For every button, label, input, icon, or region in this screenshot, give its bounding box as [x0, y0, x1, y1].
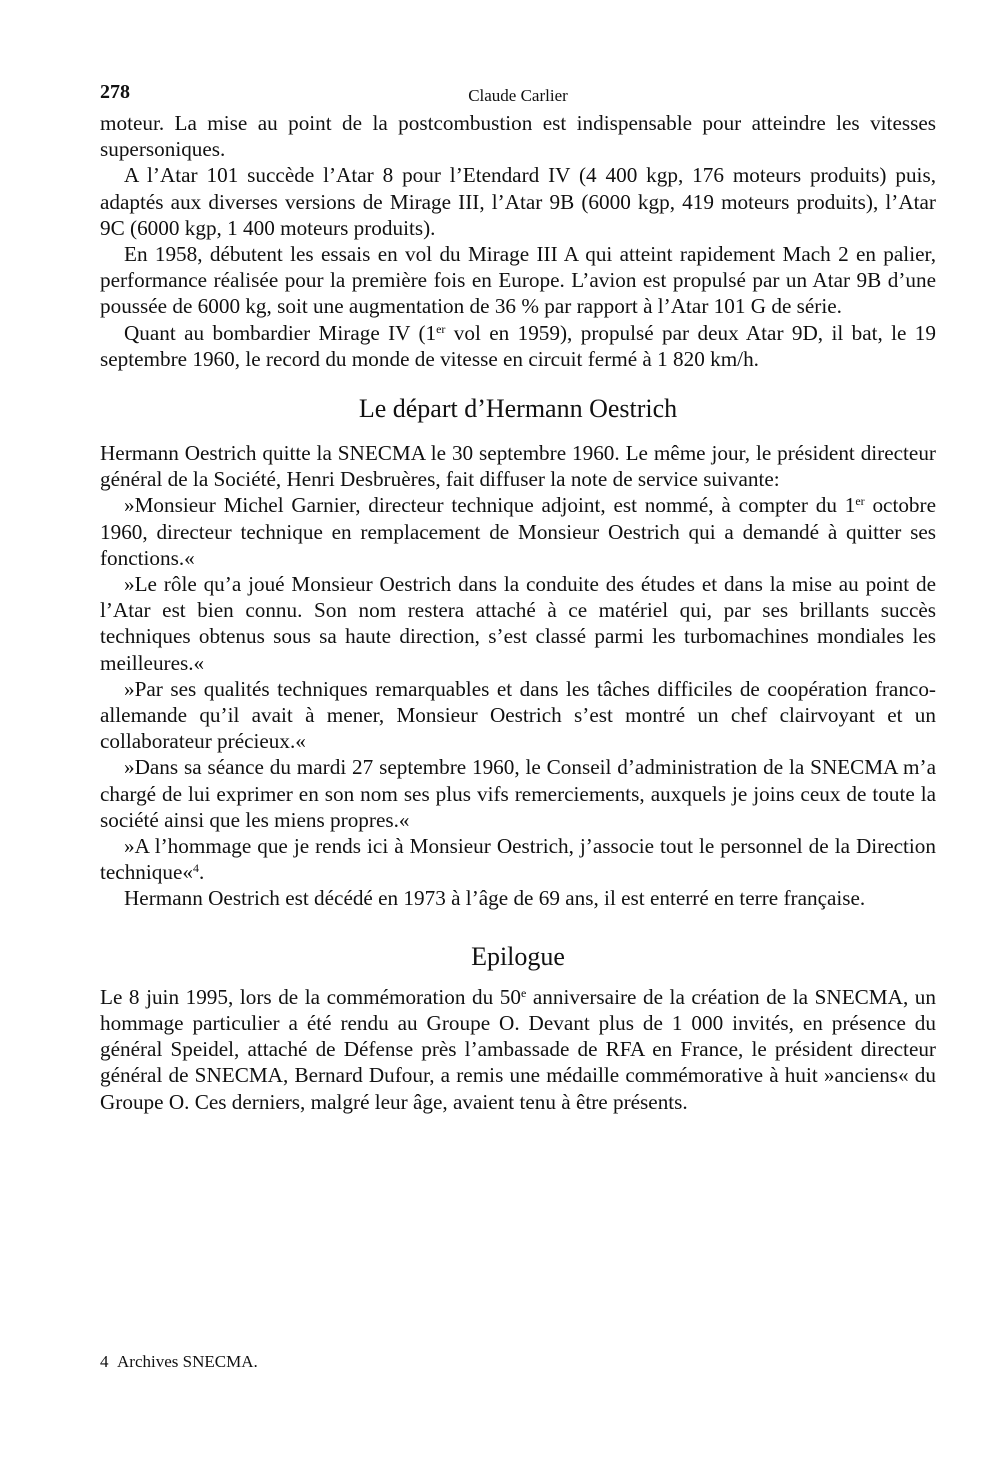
footnote [100, 1351, 258, 1373]
body-text [100, 110, 936, 1115]
quote-paragraph: »Dans sa séance du mardi 27 septembre 1960, le Conseil d’administration de la SNECMA m’a chargé de lui exprimer en son nom ses plus vifs remerciements, auxquels je joins ceux de toute la société ainsi que les miens propres.« [100, 755, 936, 832]
page-header [100, 76, 936, 110]
page-number: 278 [100, 81, 130, 103]
footnote-number: 4 [100, 1352, 109, 1371]
paragraph-epilogue [100, 984, 936, 1115]
paragraph: En 1958, débutent les essais en vol du Mirage III A qui atteint rapidement Mach 2 en palier, performance réalisée pour la première fois en Europe. L’avion est propulsé par un Atar 9B d’une poussée de 6000 kg, soit une augmentation de 36 % par rapport à l’Atar 101 G de série. [100, 242, 936, 319]
quote-paragraph [100, 833, 936, 885]
text-run: »Monsieur Michel Garnier, directeur technique adjoint, est nommé, à compter du 1 [124, 493, 856, 518]
text-run: »A l’hommage que je rends ici à Monsieur Oestrich, j’associe tout le personnel de la Direction technique« [100, 834, 936, 885]
superscript: er [436, 321, 446, 336]
text-run: Quant au bombardier Mirage IV (1 [124, 320, 437, 345]
text-run: octobre 1960, directeur technique en remplacement de Monsieur Oestrich qui a demandé à quitter ses fonctions.« [100, 493, 936, 570]
paragraph: Hermann Oestrich quitte la SNECMA le 30 septembre 1960. Le même jour, le président directeur général de la Société, Henri Desbruères, fait diffuser la note de service suivante: [100, 441, 936, 492]
page [100, 76, 936, 1115]
footnote-ref: 4 [192, 861, 199, 876]
section-heading: Le départ d’Hermann Oestrich [358, 394, 678, 424]
paragraph: moteur. La mise au point de la postcombustion est indispensable pour atteindre les vitesses supersoniques. [100, 111, 936, 162]
section-heading: Epilogue [471, 941, 565, 971]
text-run: anniversaire de la création de la SNECMA, un hommage particulier a été rendu au Groupe O. Devant plus de 1 000 invités, en présence du général Speidel, attaché de Défense près l’ambassade de RFA en France, le président directeur général de SNECMA, Bernard Dufour, a remis une médaille commémorative à huit »anciens« du Groupe O. Ces derniers, malgré leur âge, avaient tenu à être présents. [100, 984, 936, 1114]
superscript: er [855, 494, 865, 509]
quote-paragraph: »Le rôle qu’a joué Monsieur Oestrich dans la conduite des études et dans la mise au point de l’Atar est bien connu. Son nom restera attaché à ce matériel qui, par ses brillants succès techniques obtenus sous sa haute direction, s’est classé parmi les turbomachines mondiales les meilleures.« [100, 572, 936, 675]
quote-paragraph [100, 492, 936, 571]
paragraph: A l’Atar 101 succède l’Atar 8 pour l’Etendard IV (4 400 kgp, 176 moteurs produits) puis, adaptés aux diverses versions de Mirage III, l’Atar 9B (6000 kgp, 419 moteurs produits), l’Atar 9C (6000 kgp, 1 400 moteurs produits). [100, 163, 936, 240]
quote-paragraph: »Par ses qualités techniques remarquables et dans les tâches difficiles de coopération franco-allemande qu’il avait à mener, Monsieur Oestrich s’est montré un chef clairvoyant et un collaborateur précieux.« [100, 676, 936, 754]
paragraph: Hermann Oestrich est décédé en 1973 à l’âge de 69 ans, il est enterré en terre française. [124, 886, 866, 911]
running-title: Claude Carlier [468, 86, 568, 105]
text-run: Le 8 juin 1995, lors de la commémoration du 50 [100, 984, 521, 1009]
text-run: . [198, 860, 205, 885]
footnote-text: Archives SNECMA. [117, 1352, 258, 1371]
paragraph-mirage-iv [100, 320, 936, 372]
superscript: e [521, 985, 527, 1000]
text-run: vol en 1959), propulsé par deux Atar 9D, il bat, le 19 septembre 1960, le record du monde de vitesse en circuit fermé à 1 820 km/h. [100, 320, 936, 371]
